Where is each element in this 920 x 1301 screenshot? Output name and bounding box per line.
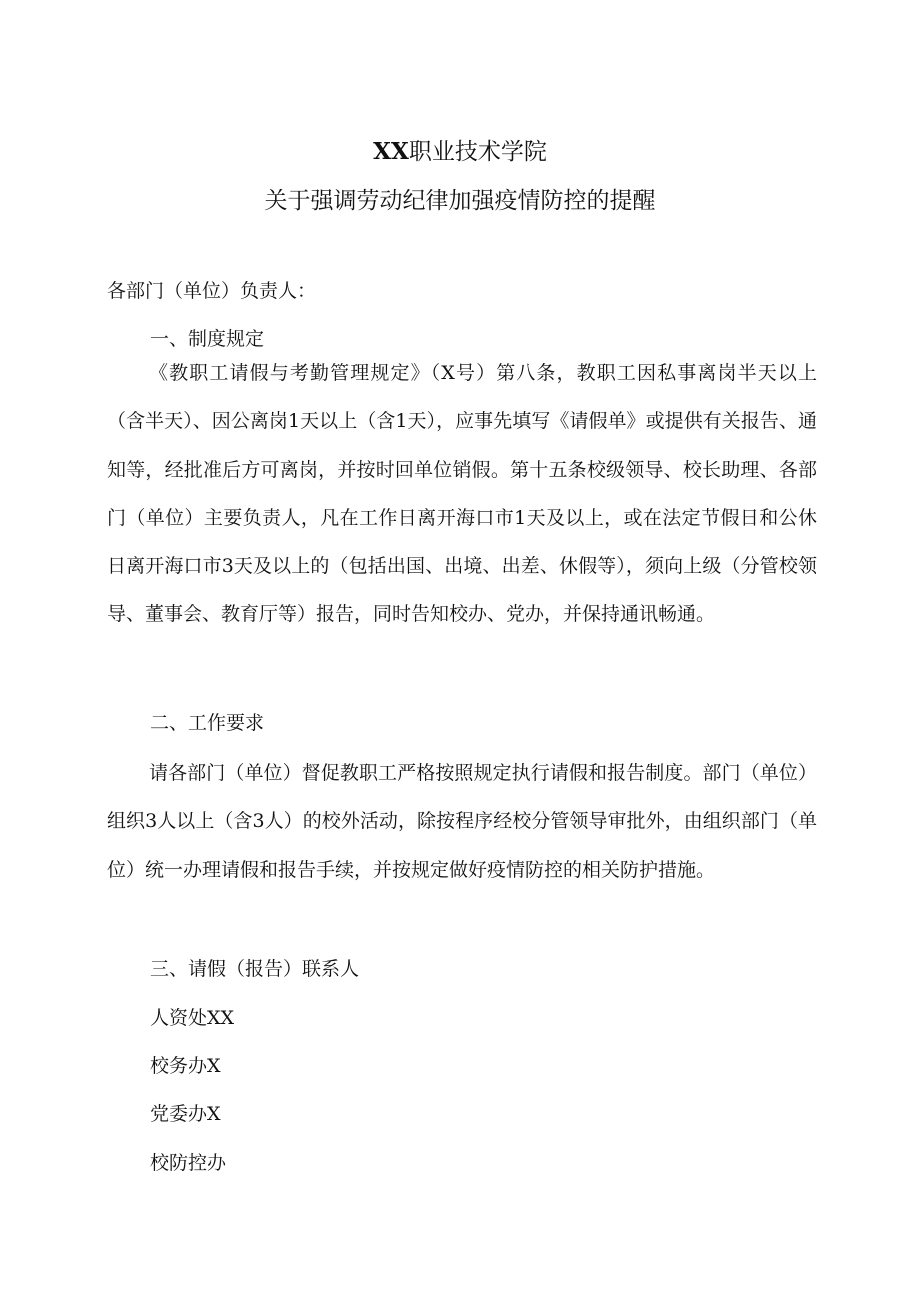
- title-org-name: 职业技术学院: [408, 139, 547, 165]
- salutation: 各部门（单位）负责人：: [107, 280, 317, 302]
- contact-item: 党委办X: [150, 1103, 221, 1125]
- section-body-1: 《教职工请假与考勤管理规定》（X号）第八条，教职工因私事离岗半天以上（含半天）、因公离岗1天以上（含1天），应事先填写《请假单》或提供有关报告、通知等，经批准后方可离岗，并按时回单位销假。第十五条校级领导、校长助理、各部门（单位）主要负责人，凡在工作日离开海口市1天及以上，或在法定节假日和公休日离开海口市3天及以上的（包括出国、出境、出差、休假等），须向上级（分管校领导、董事会、教育厅等）报告，同时告知校办、党办，并保持通讯畅通。: [107, 362, 817, 626]
- document-title: [0, 137, 920, 167]
- section-heading-2: 二、工作要求: [150, 712, 265, 734]
- contact-item: 校防控办: [150, 1152, 227, 1174]
- contact-item: 校务办X: [150, 1055, 221, 1077]
- document-subtitle: 关于强调劳动纪律加强疫情防控的提醒: [264, 188, 656, 214]
- section-heading-3: 三、请假（报告）联系人: [150, 958, 360, 980]
- title-prefix: XX: [373, 138, 409, 165]
- section-body-2: 请各部门（单位）督促教职工严格按照规定执行请假和报告制度。部门（单位）组织3人以上（含3人）的校外活动，除按程序经校分管领导审批外，由组织部门（单位）统一办理请假和报告手续，并按规定做好疫情防控的相关防护措施。: [107, 762, 817, 881]
- contact-item: 人资处XX: [150, 1007, 235, 1029]
- section-heading-1: 一、制度规定: [150, 328, 265, 350]
